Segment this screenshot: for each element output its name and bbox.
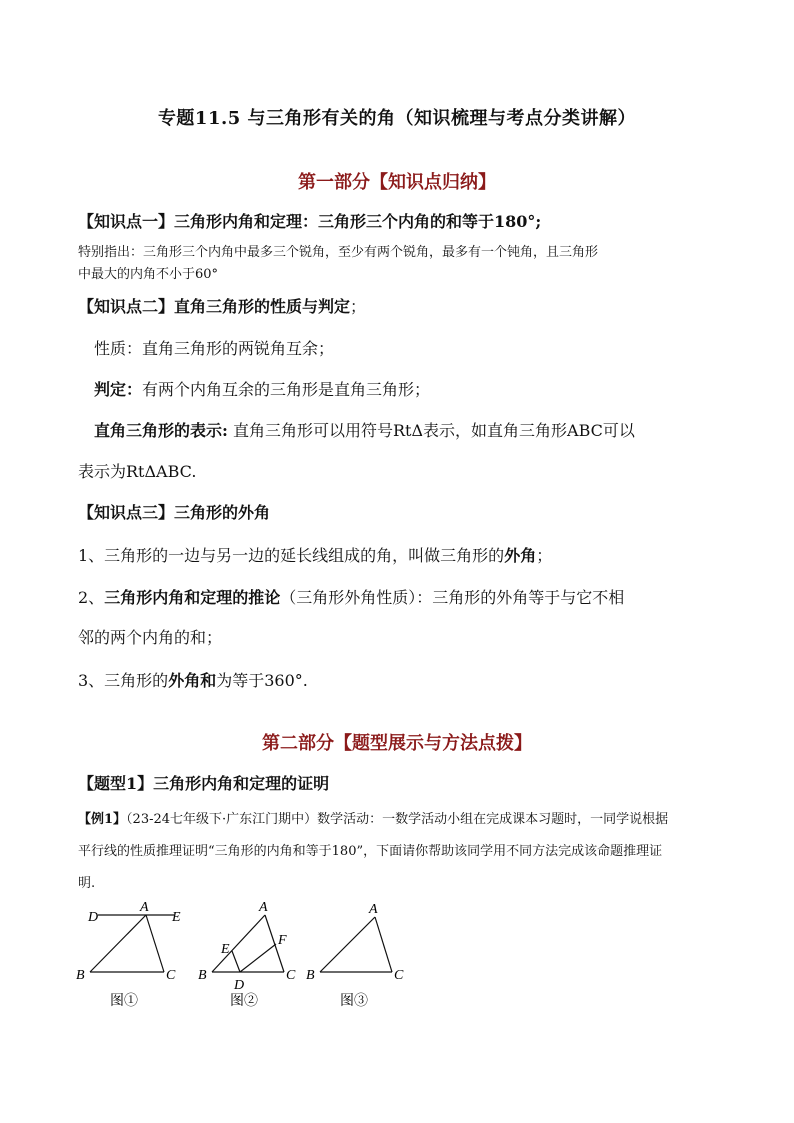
example-text-1: （23-24七年级下·广东江门期中）数学活动：一数学活动小组在完成课本习题时，一同学说根据 <box>126 812 669 827</box>
item3-tail: 为等于360°. <box>216 671 308 690</box>
example-line-3: 明. <box>78 876 96 891</box>
fig2-caption: 图② <box>230 994 258 1009</box>
fig1-label-c: C <box>166 968 176 983</box>
example-label: 【例1】 <box>78 812 127 827</box>
fig2-side-ab <box>212 915 265 972</box>
item3-bold: 外角和 <box>168 671 217 690</box>
fig3-label-c: C <box>394 968 404 983</box>
kp2-tail: ； <box>350 297 367 316</box>
fig3-caption: 图③ <box>340 994 368 1009</box>
page-title: 专题11.5 与三角形有关的角（知识梳理与考点分类讲解） <box>157 108 637 129</box>
representation-line-2: 表示为RtΔABC. <box>78 462 197 481</box>
knowledge-point-2 <box>78 294 366 317</box>
type1-text: 三角形内角和定理的证明 <box>153 774 330 793</box>
property-label: 性质： <box>94 339 143 358</box>
knowledge-point-3: 【知识点三】三角形的外角 <box>78 503 271 522</box>
fig2-label-e: E <box>221 942 230 957</box>
judgement-label: 判定： <box>94 380 143 399</box>
fig3-label-b: B <box>306 968 315 983</box>
item1-text: 1、三角形的一边与另一边的延长线组成的角，叫做三角形的 <box>78 546 505 565</box>
type1-head: 【题型1】 <box>78 774 154 793</box>
knowledge-point-1 <box>78 209 541 232</box>
figure-3 <box>320 917 392 972</box>
item1-tail: ； <box>536 546 553 565</box>
note-line-1: 特别指出：三角形三个内角中最多三个锐角，至少有两个锐角，最多有一个钝角，且三角形 <box>78 245 599 260</box>
fig2-label-d: D <box>234 978 245 993</box>
kp1-text: 三角形三个内角的和等于180°; <box>318 212 542 231</box>
fig1-caption: 图① <box>110 994 138 1009</box>
fig2-label-f: F <box>278 933 287 948</box>
item2-text: （三角形外角性质）：三角形的外角等于与它不相 <box>280 588 625 607</box>
fig3-side-ac <box>375 917 392 972</box>
fig1-label-a: A <box>140 900 149 915</box>
representation-text: 直角三角形可以用符号RtΔ表示，如直角三角形ABC可以 <box>227 421 635 440</box>
judgement-text: 有两个内角互余的三角形是直角三角形； <box>142 380 431 399</box>
representation-label: 直角三角形的表示: <box>94 421 228 440</box>
fig3-label-a: A <box>369 902 378 917</box>
item2-num: 2、 <box>78 588 105 607</box>
fig2-label-c: C <box>286 968 296 983</box>
part2-heading: 第二部分【题型展示与方法点拨】 <box>262 733 532 754</box>
representation-line-1 <box>94 418 635 441</box>
item-3 <box>78 668 308 691</box>
fig2-line-df <box>240 944 276 972</box>
triangle-figures <box>70 895 430 1020</box>
fig2-label-b: B <box>198 968 207 983</box>
item-2-line-1 <box>78 585 624 608</box>
kp1-head: 【知识点一】三角形内角和定理： <box>78 212 319 231</box>
fig1-label-d: D <box>88 910 99 925</box>
figure-1 <box>90 915 174 972</box>
part1-heading: 第一部分【知识点归纳】 <box>298 172 496 193</box>
type-1-heading <box>78 771 329 794</box>
property-line <box>94 336 334 359</box>
fig2-line-ed <box>232 951 240 972</box>
item3-text: 3、三角形的 <box>78 671 169 690</box>
judgement-line <box>94 377 430 400</box>
item1-bold: 外角 <box>504 546 537 565</box>
kp2-head: 【知识点二】直角三角形的性质与判定 <box>78 297 351 316</box>
property-text: 直角三角形的两锐角互余； <box>142 339 335 358</box>
fig1-label-e: E <box>172 910 181 925</box>
fig2-label-a: A <box>259 900 268 915</box>
fig1-side-ab <box>90 915 146 972</box>
item-1 <box>78 543 552 566</box>
fig1-label-b: B <box>76 968 85 983</box>
example-line-1 <box>78 808 668 827</box>
fig1-side-ac <box>146 915 164 972</box>
note-line-2: 中最大的内角不小于60° <box>78 267 219 282</box>
item2-bold: 三角形内角和定理的推论 <box>104 588 281 607</box>
fig3-side-ab <box>320 917 375 972</box>
example-line-2: 平行线的性质推理证明“三角形的内角和等于180”，下面请你帮助该同学用不同方法完成该命题推理证 <box>78 844 663 859</box>
item-2-line-2: 邻的两个内角的和； <box>78 628 223 647</box>
